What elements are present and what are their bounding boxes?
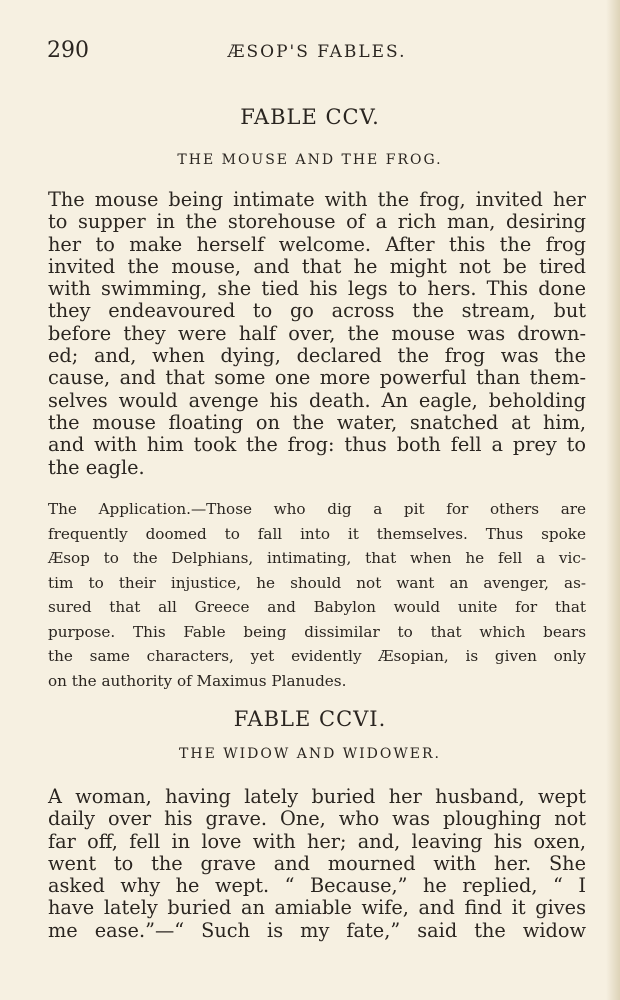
- text-line: have lately buried an amiable wife, and find it gives: [48, 896, 586, 920]
- fable-subtitle: THE MOUSE AND THE FROG.: [177, 152, 443, 168]
- text-line: before they were half over, the mouse was drown-: [48, 321, 586, 345]
- application-line: on the authority of Maximus Planudes.: [48, 671, 347, 690]
- application-line: sured that all Greece and Babylon would unite for that: [48, 598, 586, 616]
- text-line: invited the mouse, and that he might not be tired: [48, 254, 586, 278]
- text-line: and with him took the frog: thus both fell a prey to: [48, 433, 586, 457]
- running-title: ÆSOP'S FABLES.: [227, 42, 407, 62]
- application-line: the same characters, yet evidently Æsopian, is given only: [48, 647, 586, 665]
- fable-title: FABLE CCVI.: [233, 707, 387, 731]
- text-line: the eagle.: [48, 455, 145, 479]
- text-line: far off, fell in love with her; and, leaving his oxen,: [48, 829, 586, 853]
- text-line: ed; and, when dying, declared the frog was the: [48, 344, 586, 368]
- text-line: her to make herself welcome. After this the frog: [48, 232, 586, 256]
- application-line: tim to their injustice, he should not want an avenger, as-: [48, 573, 586, 592]
- text-line: selves would avenge his death. An eagle, beholding: [48, 388, 586, 412]
- fable-subtitle: THE WIDOW AND WIDOWER.: [179, 746, 441, 762]
- application-line: The Application.—Those who dig a pit for others are: [48, 500, 586, 518]
- text-line: the mouse floating on the water, snatched at him,: [48, 410, 586, 434]
- text-line: A woman, having lately buried her husband, wept: [48, 785, 586, 808]
- text-line: to supper in the storehouse of a rich man, desiring: [48, 210, 586, 234]
- application-line: purpose. This Fable being dissimilar to that which bears: [48, 622, 586, 641]
- fable-body: [48, 189, 586, 479]
- text-line: cause, and that some one more powerful than them-: [48, 366, 586, 390]
- fable-application: [48, 497, 586, 693]
- page-header: [47, 36, 587, 66]
- page-number: 290: [47, 38, 89, 63]
- fable-title: FABLE CCV.: [240, 105, 380, 129]
- text-line: they endeavoured to go across the stream, but: [48, 299, 586, 323]
- page-edge-shadow: [606, 0, 620, 1000]
- text-line: went to the grave and mourned with her. She: [48, 851, 586, 875]
- application-line: Æsop to the Delphians, intimating, that when he fell a vic-: [48, 549, 586, 567]
- fable-body: [48, 786, 586, 942]
- text-line: daily over his grave. One, who was ploughing not: [48, 807, 586, 831]
- text-line: The mouse being intimate with the frog, invited her: [48, 188, 586, 211]
- text-line: with swimming, she tied his legs to hers. This done: [48, 277, 586, 301]
- application-line: frequently doomed to fall into it themselves. Thus spoke: [48, 524, 586, 543]
- text-line: asked why he wept. “ Because,” he replied, “ I: [48, 874, 586, 898]
- text-line: me ease.”—“ Such is my fate,” said the widow: [48, 918, 586, 942]
